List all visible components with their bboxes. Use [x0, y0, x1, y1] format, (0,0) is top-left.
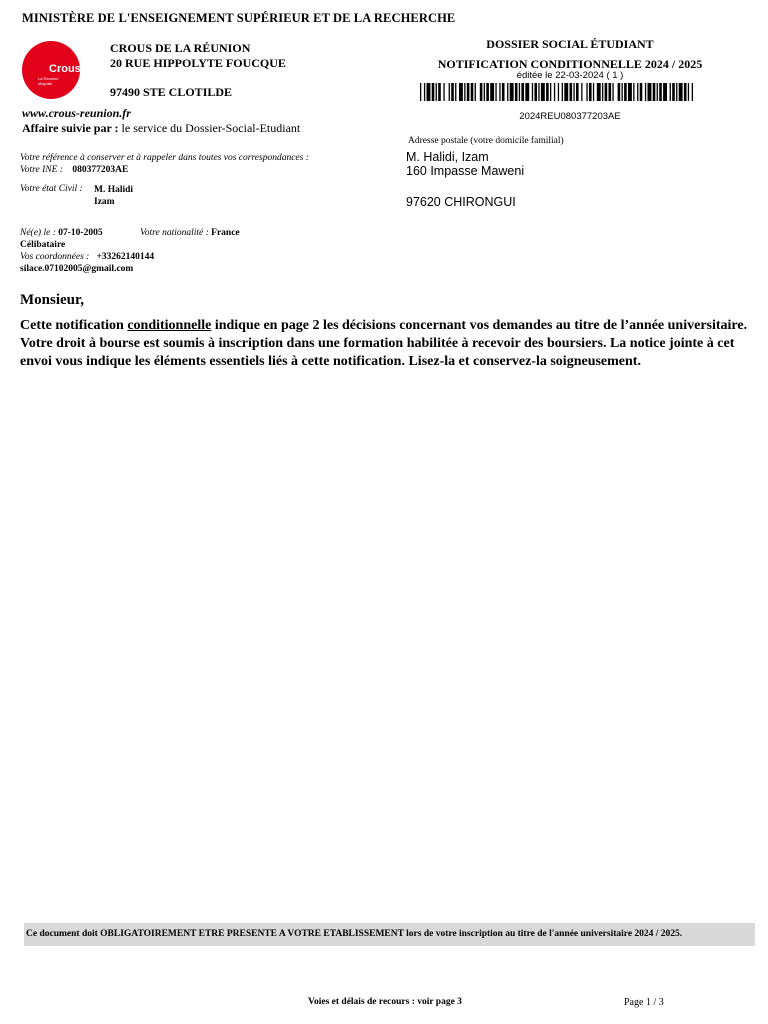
paragraph-underlined: conditionnelle	[127, 318, 212, 333]
recipient-street: 160 Impasse Maweni	[406, 164, 525, 178]
recours-note: Voies et délais de recours : voir page 3	[308, 997, 462, 1007]
website-link[interactable]: www.crous-reunion.fr	[22, 106, 131, 120]
recipient-name: M. Halidi, Izam	[406, 150, 489, 164]
affaire-label: Affaire suivie par :	[22, 121, 119, 135]
phone-number: +33262140144	[96, 252, 155, 262]
ine-label: Votre INE :	[20, 165, 63, 175]
crous-address-block	[110, 41, 286, 71]
birth-label: Né(e) le :	[20, 228, 56, 238]
reference-note: Votre référence à conserver et à rappeler dans toutes vos correspondances :	[20, 153, 309, 163]
salutation: Monsieur,	[20, 292, 85, 308]
etat-civil-label: Votre état Civil :	[20, 184, 83, 194]
nationality-line	[140, 228, 240, 238]
paragraph-rest: indique en page 2 les décisions concernant vos demandes au titre de l’année universitaire. Votre droit à bourse est soumis à inscription dans une formation habilitée à recevoir des boursiers. La notice jointe à cet envoi vous indique les éléments essentiels liés à cette notification. Lisez-la et conservez-la soigneusement.	[20, 318, 748, 369]
crous-street: 20 RUE HIPPOLYTE FOUCQUE	[110, 56, 286, 70]
coordinates-line	[20, 252, 154, 262]
etat-civil-value	[94, 184, 133, 208]
birth-line	[20, 228, 103, 238]
mandatory-banner-text: Ce document doit OBLIGATOIREMENT ETRE PRESENTE A VOTRE ETABLISSEMENT lors de votre inscription au titre de l'année universitaire 2024 / 2025.	[26, 929, 683, 939]
paragraph-start: Cette notification	[20, 318, 128, 333]
affaire-suivie	[22, 121, 300, 136]
logo-region-1: La Réunion	[38, 76, 59, 81]
ine-line	[20, 165, 128, 175]
barcode-text: 2024REU080377203AE	[519, 111, 621, 122]
ine-value: 080377203AE	[72, 165, 129, 175]
logo-brand: Crous	[49, 63, 81, 75]
email-address: silace.07102005@gmail.com	[20, 264, 134, 274]
affaire-value: le service du Dossier-Social-Etudiant	[121, 121, 301, 135]
barcode	[420, 83, 695, 101]
notification-paragraph	[20, 317, 765, 371]
etat-civil-line-1: M. Halidi	[94, 185, 134, 195]
nationality-label: Votre nationalité :	[140, 228, 209, 238]
coordinates-label: Vos coordonnées :	[20, 252, 90, 262]
notification-title: NOTIFICATION CONDITIONNELLE 2024 / 2025	[437, 57, 703, 71]
recipient-city: 97620 CHIRONGUI	[406, 195, 516, 209]
logo-region-2: Mayotte	[38, 81, 53, 86]
edition-date: éditée le 22-03-2024 ( 1 )	[516, 70, 624, 81]
postal-address-label: Adresse postale (votre domicile familial)	[408, 136, 564, 146]
marital-status: Célibataire	[20, 240, 66, 250]
crous-logo	[20, 41, 82, 99]
page-number: Page 1 / 3	[624, 997, 664, 1008]
ministry-heading: MINISTÈRE DE L'ENSEIGNEMENT SUPÉRIEUR ET DE LA RECHERCHE	[22, 11, 456, 25]
birth-value: 07-10-2005	[58, 228, 103, 238]
nationality-value: France	[211, 228, 240, 238]
etat-civil-line-2: Izam	[94, 197, 115, 207]
crous-name: CROUS DE LA RÉUNION	[110, 41, 251, 55]
dossier-title: DOSSIER SOCIAL ÉTUDIANT	[486, 37, 654, 51]
crous-city: 97490 STE CLOTILDE	[110, 85, 233, 99]
